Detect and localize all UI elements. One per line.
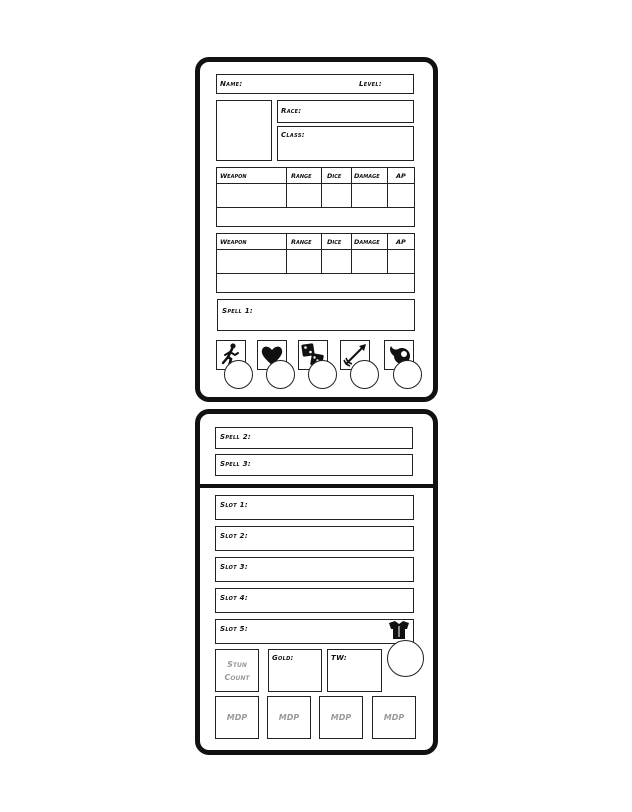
tw-field[interactable] — [327, 649, 382, 692]
mdp-label: MDP — [383, 713, 405, 722]
stat-circle-ranged[interactable] — [350, 360, 379, 389]
class-field[interactable] — [277, 126, 414, 161]
slot-4-field[interactable] — [215, 588, 414, 613]
weapon-table-2 — [216, 233, 415, 293]
tw-label: TW: — [331, 654, 347, 662]
slot-5-label: Slot 5: — [220, 625, 248, 633]
slot-2-label: Slot 2: — [220, 532, 248, 540]
range-header: Range — [291, 238, 312, 246]
spell-2-label: Spell 2: — [220, 433, 252, 441]
weapon-table-1 — [216, 167, 415, 227]
name-label: Name: — [220, 80, 243, 88]
spell-1-field[interactable] — [217, 299, 415, 331]
spell-3-label: Spell 3: — [220, 460, 252, 468]
damage-header: Damage — [354, 172, 380, 180]
range-header: Range — [291, 172, 312, 180]
armor-circle[interactable] — [387, 640, 424, 677]
ap-header: AP — [396, 238, 406, 246]
gold-field[interactable] — [268, 649, 322, 692]
dice-header: Dice — [327, 172, 342, 180]
slot-3-label: Slot 3: — [220, 563, 248, 571]
spell-1-label: Spell 1: — [222, 307, 254, 315]
card-divider — [199, 484, 434, 488]
mdp-box-2[interactable] — [267, 696, 311, 739]
slot-4-label: Slot 4: — [220, 594, 248, 602]
stun-line-1: Stun — [227, 659, 247, 669]
stat-circle-dice[interactable] — [308, 360, 337, 389]
slot-2-field[interactable] — [215, 526, 414, 551]
stat-circle-health[interactable] — [266, 360, 295, 389]
mdp-box-3[interactable] — [319, 696, 363, 739]
mdp-label: MDP — [226, 713, 248, 722]
gold-label: Gold: — [272, 654, 294, 662]
race-field[interactable] — [277, 100, 414, 123]
spell-2-field[interactable] — [215, 427, 413, 449]
mdp-box-4[interactable] — [372, 696, 416, 739]
weapon-header: Weapon — [220, 238, 247, 246]
mdp-label: MDP — [330, 713, 352, 722]
name-level-field[interactable] — [216, 74, 414, 94]
stat-circle-magic[interactable] — [393, 360, 422, 389]
ap-header: AP — [396, 172, 406, 180]
mdp-box-1[interactable] — [215, 696, 259, 739]
slot-1-label: Slot 1: — [220, 501, 248, 509]
dice-header: Dice — [327, 238, 342, 246]
slot-5-field[interactable] — [215, 619, 414, 644]
stun-line-2: Count — [224, 672, 250, 682]
damage-header: Damage — [354, 238, 380, 246]
spell-3-field[interactable] — [215, 454, 413, 476]
mdp-label: MDP — [278, 713, 300, 722]
slot-3-field[interactable] — [215, 557, 414, 582]
weapon-header: Weapon — [220, 172, 247, 180]
class-label: Class: — [281, 131, 305, 139]
armor-icon — [386, 619, 412, 641]
stat-circle-move[interactable] — [224, 360, 253, 389]
portrait-box[interactable] — [216, 100, 272, 161]
race-label: Race: — [281, 107, 302, 115]
level-label: Level: — [359, 80, 382, 88]
slot-1-field[interactable] — [215, 495, 414, 520]
stun-count-box[interactable] — [215, 649, 259, 692]
